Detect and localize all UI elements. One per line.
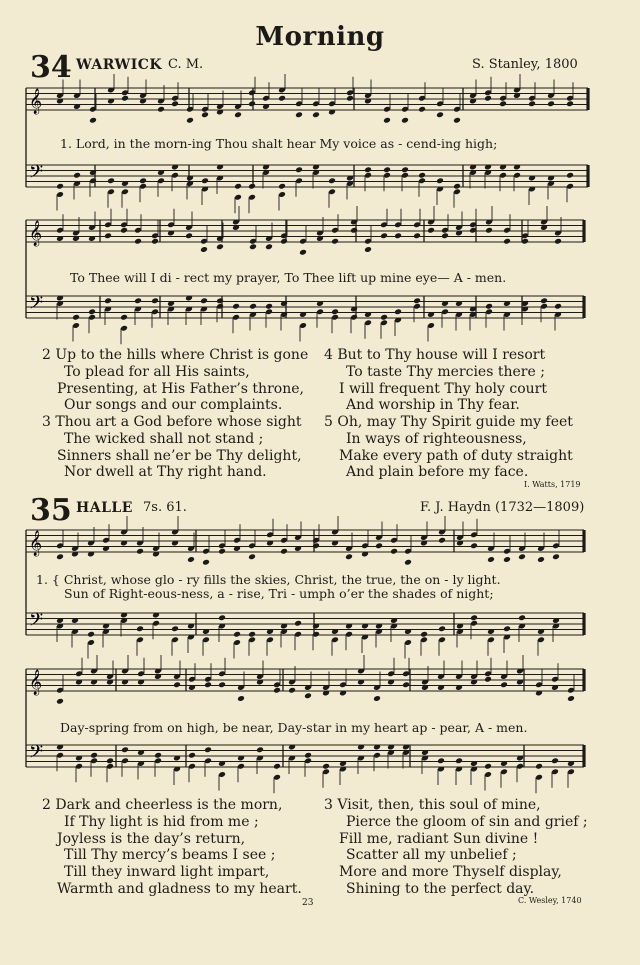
note-head — [402, 681, 410, 688]
note-head — [345, 553, 353, 560]
note-head — [256, 746, 264, 753]
note-head — [280, 548, 288, 555]
note-head — [394, 232, 402, 239]
note-head — [248, 100, 256, 107]
treble-clef: 𝄞 — [29, 670, 43, 695]
note-head — [484, 763, 492, 770]
note-head — [401, 117, 409, 124]
note-head — [273, 763, 281, 770]
note-head — [106, 757, 114, 764]
note-head — [265, 243, 273, 250]
note-head — [237, 695, 245, 702]
verse-number: 3 — [324, 797, 333, 813]
note-head — [394, 308, 402, 315]
note-head — [234, 111, 242, 118]
note-head — [151, 297, 159, 304]
note-head — [73, 172, 81, 179]
note-head — [89, 117, 97, 124]
note-head — [503, 556, 511, 563]
note-head — [218, 614, 226, 621]
note-head — [218, 548, 226, 555]
note-head — [216, 243, 224, 250]
note-head — [288, 687, 296, 694]
note-head — [484, 676, 492, 683]
note-head — [72, 314, 80, 321]
hymn-34-verse-2: 2 Up to the hills where Christ is gone To plead for all His saints, Presenting, at His Father’s throne, Our songs and our complaints. — [42, 347, 309, 414]
note-head — [185, 232, 193, 239]
note-head — [487, 556, 495, 563]
note-head — [88, 308, 96, 315]
note-head — [249, 243, 257, 250]
hymn-34-lyric-line-1: 1. Lord, in the morn-ing Thou shalt hear My voice as - cend-ing high; — [60, 136, 498, 151]
hymn-35-verse-3: 3 Visit, then, this soul of mine, Pierce the gloom of sin and grief ; Fill me, radiant Sun divine ! Scatter all my unbelief ; More and more Thyself display, Shining to the perfect day. — [324, 797, 588, 897]
note-head — [104, 232, 112, 239]
note-head — [500, 681, 508, 688]
note-head — [304, 752, 312, 759]
note-head — [331, 308, 339, 315]
note-head — [322, 763, 330, 770]
bass-clef: 𝄢 — [29, 293, 44, 318]
note-head — [438, 625, 446, 632]
note-head — [535, 763, 543, 770]
note-head — [418, 172, 426, 179]
note-head — [157, 106, 165, 113]
treble-clef: 𝄞 — [29, 531, 43, 556]
note-head — [201, 111, 209, 118]
note-head — [201, 177, 209, 184]
note-head — [554, 238, 562, 245]
note-head — [248, 631, 256, 638]
note-head — [234, 183, 242, 190]
section-title: Morning — [255, 22, 385, 52]
note-head — [134, 297, 142, 304]
verse-number: 2 — [42, 797, 51, 813]
hymn-35-tune: HALLE — [76, 500, 133, 516]
hymn-35-composer: F. J. Haydn (1732—1809) — [420, 500, 585, 515]
note-head — [420, 631, 428, 638]
note-head — [437, 757, 445, 764]
hymn-34-composer: S. Stanley, 1800 — [472, 57, 578, 72]
hymn-34-verse-5: 5 Oh, may Thy Spirit guide my feet In ways of righteousness, Make every path of duty straight And plain before my face. — [324, 414, 573, 481]
note-head — [200, 246, 208, 253]
note-head — [436, 177, 444, 184]
note-head — [107, 177, 115, 184]
note-head — [154, 752, 162, 759]
note-head — [383, 166, 391, 173]
note-head — [470, 542, 478, 549]
note-head — [312, 111, 320, 118]
note-head — [331, 238, 339, 245]
bass-clef: 𝄢 — [29, 742, 44, 767]
note-head — [248, 553, 256, 560]
note-head — [56, 183, 64, 190]
note-head — [204, 681, 212, 688]
note-head — [278, 183, 286, 190]
note-head — [304, 692, 312, 699]
note-head — [204, 746, 212, 753]
note-head — [364, 246, 372, 253]
note-head — [484, 95, 492, 102]
note-head — [312, 542, 320, 549]
bass-clef: 𝄢 — [29, 162, 44, 187]
verse-number: 4 — [324, 347, 333, 363]
note-head — [518, 553, 526, 560]
note-head — [383, 117, 391, 124]
note-head — [537, 556, 545, 563]
note-head — [503, 625, 511, 632]
hymn-35-lyric-line-2: Day-spring from on high, be near, Day-star in my heart ap - pear, A - men. — [60, 720, 528, 735]
note-head — [186, 117, 194, 124]
note-head — [540, 297, 548, 304]
note-head — [202, 559, 210, 566]
note-head — [427, 227, 435, 234]
note-head — [295, 111, 303, 118]
note-head — [188, 752, 196, 759]
verse-number: 2 — [42, 347, 51, 363]
note-head — [171, 625, 179, 632]
note-head — [551, 757, 559, 764]
note-head — [380, 232, 388, 239]
note-head — [350, 227, 358, 234]
verse-number: 5 — [324, 414, 333, 430]
note-head — [441, 232, 449, 239]
note-head — [139, 177, 147, 184]
note-head — [373, 695, 381, 702]
note-head — [413, 232, 421, 239]
hymn-34-number: 34 — [30, 50, 72, 85]
note-head — [453, 183, 461, 190]
note-head — [151, 238, 159, 245]
note-head — [401, 166, 409, 173]
note-head — [455, 757, 463, 764]
note-head — [187, 556, 195, 563]
note-head — [218, 681, 226, 688]
note-head — [418, 106, 426, 113]
note-head — [104, 297, 112, 304]
note-head — [554, 303, 562, 310]
note-head — [470, 614, 478, 621]
note-head — [295, 166, 303, 173]
note-head — [171, 100, 179, 107]
note-head — [453, 117, 461, 124]
note-head — [503, 238, 511, 245]
note-head — [200, 297, 208, 304]
note-head — [56, 553, 64, 560]
note-head — [552, 553, 560, 560]
bass-clef: 𝄢 — [29, 610, 44, 635]
hymn-34-meter: C. M. — [168, 57, 204, 72]
note-head — [278, 95, 286, 102]
note-head — [121, 95, 129, 102]
hymn-34-tune: WARWICK — [76, 57, 163, 73]
note-head — [328, 177, 336, 184]
note-head — [248, 183, 256, 190]
note-head — [566, 172, 574, 179]
note-head — [485, 303, 493, 310]
note-head — [87, 631, 95, 638]
note-head — [136, 548, 144, 555]
note-head — [216, 297, 224, 304]
page-number: 23 — [302, 898, 314, 908]
note-head — [120, 314, 128, 321]
note-head — [173, 681, 181, 688]
note-head — [136, 625, 144, 632]
note-head — [121, 746, 129, 753]
note-head — [90, 752, 98, 759]
hymn-34-lyric-line-2: To Thee will I di - rect my prayer, To Thee lift up mine eye— A - men. — [70, 270, 507, 285]
note-head — [380, 314, 388, 321]
note-head — [528, 100, 536, 107]
note-head — [273, 687, 281, 694]
note-head — [134, 238, 142, 245]
note-head — [547, 100, 555, 107]
note-head — [294, 620, 302, 627]
note-head — [438, 537, 446, 544]
note-head — [265, 303, 273, 310]
note-head — [404, 559, 412, 566]
hymn-34-verse-4: 4 But to Thy house will I resort To taste Thy mercies there ; I will frequent Thy holy court And worship in Thy fear. — [324, 347, 547, 414]
note-head — [413, 297, 421, 304]
hymn-35-verse-2: 2 Dark and cheerless is the morn, If Thy light is hid from me ; Joyless is the day’s return, Till Thy mercy’s beams I see ; Till they inward light impart, Warmth and gladness to my heart. — [42, 797, 302, 897]
note-head — [364, 166, 372, 173]
note-head — [436, 111, 444, 118]
treble-clef: 𝄞 — [29, 221, 43, 246]
hymn-35-number: 35 — [30, 493, 72, 528]
note-head — [346, 95, 354, 102]
verse-number: 3 — [42, 414, 51, 430]
note-head — [485, 227, 493, 234]
note-head — [567, 695, 575, 702]
note-head — [120, 227, 128, 234]
note-head — [499, 100, 507, 107]
hymn-34-author: I. Watts, 1719 — [524, 480, 581, 489]
note-head — [390, 548, 398, 555]
hymn-35-lyric-line-1b: Sun of Right-eous-ness, a - rise, Tri - umph o’er the shades of night; — [64, 586, 494, 601]
note-head — [518, 614, 526, 621]
note-head — [233, 631, 241, 638]
hymn-35-author: C. Wesley, 1740 — [518, 896, 582, 905]
note-head — [375, 542, 383, 549]
hymn-34-verse-3: 3 Thou art a God before whose sight The wicked shall not stand ; Sinners shall ne’er be Thy delight, Nor dwell at Thy right hand. — [42, 414, 302, 481]
note-head — [299, 249, 307, 256]
note-head — [566, 100, 574, 107]
note-head — [232, 303, 240, 310]
note-head — [56, 698, 64, 705]
note-head — [280, 238, 288, 245]
treble-clef: 𝄞 — [29, 89, 43, 114]
hymn-35-meter: 7s. 61. — [143, 500, 187, 515]
note-head — [249, 303, 257, 310]
hymn-35-lyric-line-1a: 1. { Christ, whose glo - ry fills the skies, Christ, the true, the on - ly light. — [36, 572, 501, 587]
